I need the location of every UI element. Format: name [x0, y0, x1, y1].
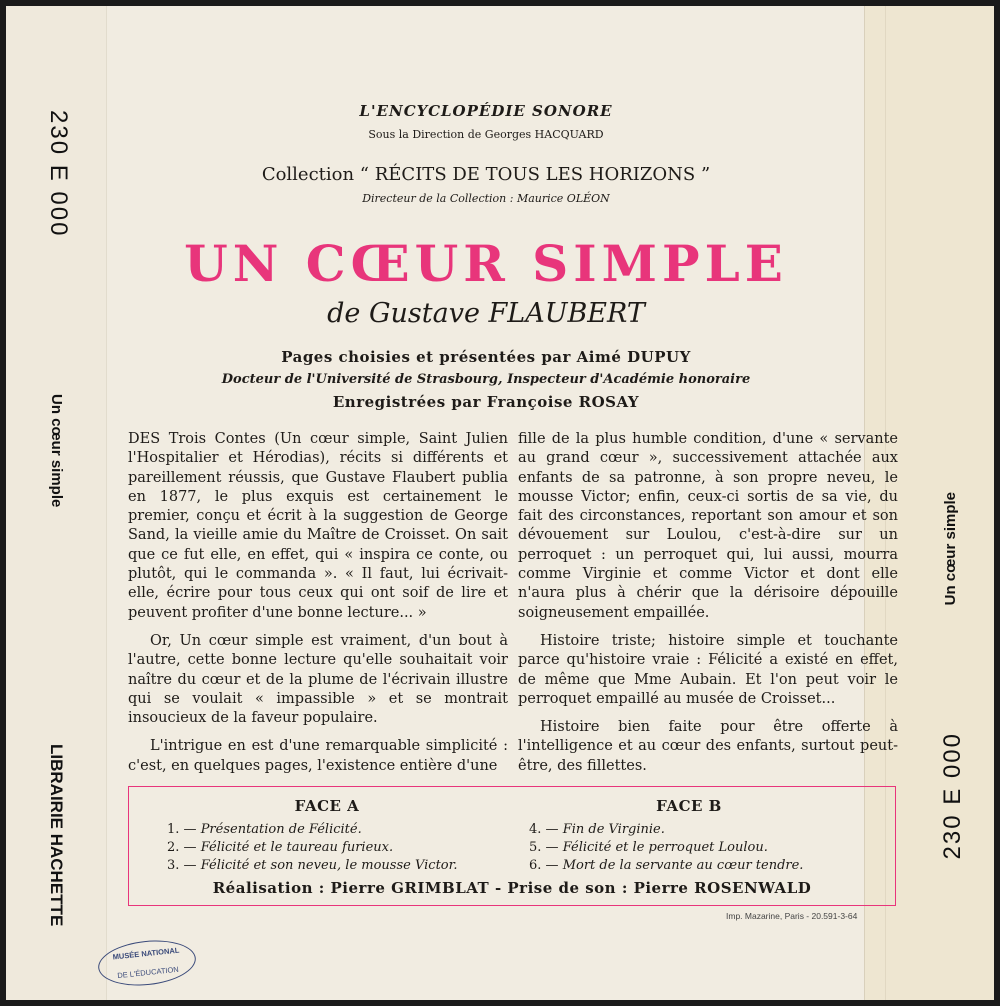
left-spine-catalog: 230 E 000: [45, 110, 72, 238]
track-number: 1. —: [167, 822, 197, 837]
right-spine-title: Un cœur simple: [942, 492, 959, 606]
track-title: Félicité et le taureau furieux.: [200, 840, 394, 855]
text-column-left: [128, 430, 508, 785]
left-spine: [6, 6, 107, 1000]
track-number: 2. —: [167, 840, 197, 855]
paragraph: fille de la plus humble condition, d'une « servante au grand cœur », successivement attachée aux enfants de sa patronne, à son propre neveu, le mousse Victor; enfin, ceux-ci sortis de sa vie, du fait des circonstances, reportant son amour et son dévouement sur Loulou, c'est-à-dire sur un perroquet : un perroquet qui, lui aussi, mourra comme Virginie et comme Victor et dont elle n'aura plus à chérir que la dérisoire dépouille soigneusement empaillée.: [518, 431, 898, 621]
face-b-tracks: [529, 821, 849, 875]
paragraph: Histoire triste; histoire simple et touchante parce qu'histoire vraie : Félicité a existé en effet, de même que Mme Aubain. Et l'on peut voir le perroquet empaillé au musée de Croisset...: [518, 632, 898, 707]
left-spine-publisher: LIBRAIRIE HACHETTE: [47, 744, 66, 927]
presenter-credentials: Docteur de l'Université de Strasbourg, Inspecteur d'Académie honoraire: [221, 372, 751, 387]
record-sleeve-back: [6, 6, 994, 1000]
track-title: Mort de la servante au cœur tendre.: [562, 858, 804, 873]
track-item: [529, 821, 849, 839]
stamp-line-2: DE L'ÉDUCATION: [116, 964, 180, 981]
face-b-title: FACE B: [656, 797, 722, 815]
track-item: [167, 857, 487, 875]
track-item: [529, 839, 849, 857]
track-title: Présentation de Félicité.: [200, 822, 362, 837]
stamp-line-1: MUSÉE NATIONAL: [112, 945, 180, 962]
track-number: 4. —: [529, 822, 559, 837]
page-title: UN CŒUR SIMPLE: [184, 234, 788, 293]
paragraph: L'intrigue en est d'une remarquable simplicité : c'est, en quelques pages, l'existence entière d'une: [128, 738, 508, 774]
encyclopedie-title: L'ENCYCLOPÉDIE SONORE: [359, 102, 613, 120]
track-item: [529, 857, 849, 875]
track-item: [167, 839, 487, 857]
paragraph: Or, Un cœur simple est vraiment, d'un bout à l'autre, cette bonne lecture qu'elle souhaitait voir naître du cœur et de la plume de l'écrivain illustre qui se voulait « impassible » et se montrait insoucieux de la faveur populaire.: [128, 632, 508, 727]
track-title: Fin de Virginie.: [562, 822, 665, 837]
production-credits: Réalisation : Pierre GRIMBLAT - Prise de son : Pierre ROSENWALD: [212, 879, 812, 897]
right-spine-catalog: 230 E 000: [939, 732, 966, 860]
museum-stamp: [96, 936, 198, 990]
collection-director: Directeur de la Collection : Maurice OLÉON: [362, 192, 610, 205]
face-a: [167, 797, 487, 875]
collection-line: Collection “ RÉCITS DE TOUS LES HORIZONS ”: [261, 164, 711, 185]
text-column-right: [518, 430, 898, 785]
track-number: 3. —: [167, 858, 197, 873]
track-number: 5. —: [529, 840, 559, 855]
pages-presented-by: Pages choisies et présentées par Aimé DUPUY: [281, 348, 691, 366]
track-title: Félicité et son neveu, le mousse Victor.: [200, 858, 458, 873]
paragraph: Histoire bien faite pour être offerte à l'intelligence et au cœur des enfants, surtout peut-être, des fillettes.: [518, 719, 898, 774]
imprint-line: Imp. Mazarine, Paris - 20.591-3-64: [726, 911, 858, 921]
track-number: 6. —: [529, 858, 559, 873]
author-line: de Gustave FLAUBERT: [327, 298, 645, 329]
track-list-box: [128, 786, 896, 906]
recorded-by: Enregistrées par Françoise ROSAY: [332, 393, 640, 411]
track-item: [167, 821, 487, 839]
paragraph: DES Trois Contes (Un cœur simple, Saint Julien l'Hospitalier et Hérodias), récits si différents et pareillement réussis, que Gustave Flaubert publia en 1877, le plus exquis est certainement le premier, conçu et écrit à la suggestion de George Sand, la vieille amie du Maître de Croisset. On sait que ce fut elle, en effet, qui « inspira ce conte, ou plutôt, qui le commanda ». « Il faut, lui écrivait-elle, écrire pour tous ceux qui ont soif de lire et peuvent profiter d'une bonne lecture... »: [128, 431, 508, 621]
face-b: [529, 797, 849, 875]
face-a-tracks: [167, 821, 487, 875]
left-spine-title: Un cœur simple: [48, 394, 65, 508]
track-title: Félicité et le perroquet Loulou.: [562, 840, 768, 855]
direction-line: Sous la Direction de Georges HACQUARD: [368, 128, 604, 141]
face-a-title: FACE A: [294, 797, 360, 815]
